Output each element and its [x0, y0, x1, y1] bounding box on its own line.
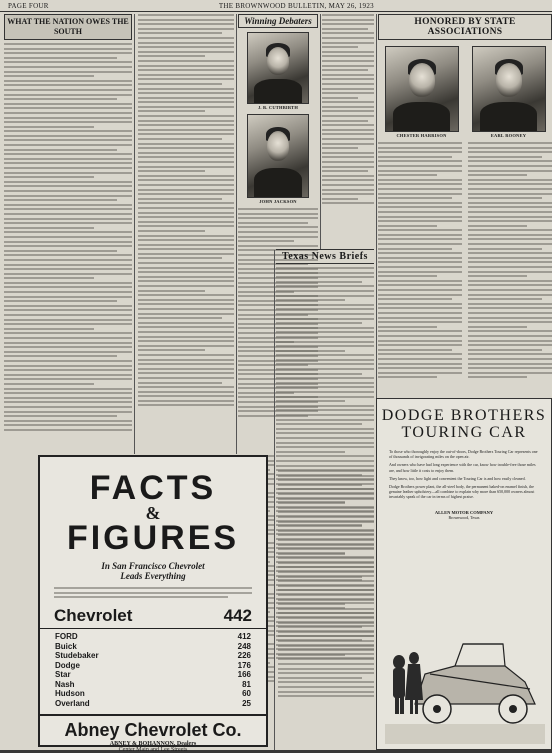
column-rule	[236, 14, 237, 454]
article-body-col2	[138, 14, 234, 406]
ad-dealer-name: Abney Chevrolet Co.	[40, 714, 266, 741]
column-4-upper	[322, 14, 374, 250]
ad-make-count: 81	[242, 679, 251, 689]
ad-make-count: 248	[237, 641, 251, 651]
ad-fine-print	[54, 587, 252, 598]
ad-make-count: 412	[237, 632, 251, 642]
ad-title-facts: FACTS	[89, 469, 217, 507]
ad-make-count: 25	[242, 698, 251, 708]
masthead	[0, 0, 552, 12]
ad-sales-row	[53, 661, 253, 671]
column-rule	[134, 14, 135, 454]
honored-photos	[378, 46, 552, 138]
caption-debater-1: J. B. CUTHBIRTH	[257, 105, 299, 110]
ad-make-name: Buick	[55, 641, 77, 651]
page-number: PAGE FOUR	[8, 1, 49, 10]
article-body-col1	[4, 43, 132, 431]
caption-debater-2: JOHN JACKSON	[259, 199, 297, 204]
honored-by-state-associations	[378, 14, 552, 381]
debater-photo-2	[247, 114, 309, 198]
column-rule	[320, 14, 321, 250]
column-2	[138, 14, 234, 454]
ad-make-name: Studebaker	[55, 651, 99, 661]
dodge-body-4: Dodge Brothers power plant, the all-steel body, the permanent baked-on enamel finish, the genuine leather upholstery—all combine to explain why more than 650,000 owners almost invariably speak of the car in terms of highest praise.	[389, 484, 535, 500]
dodge-body	[389, 449, 539, 500]
ad-title-figures: FIGURES	[66, 519, 240, 557]
ad-ampersand: &	[145, 503, 161, 523]
ad-sales-row	[53, 699, 253, 709]
ad-chevrolet-row	[40, 606, 266, 629]
ad-sales-row	[53, 680, 253, 690]
dodge-body-3: They know, too, how light and convenient the Touring Car is and how easily cleaned.	[389, 475, 526, 481]
ad-make-count: 60	[242, 689, 251, 699]
ad-make-name: Nash	[55, 679, 75, 689]
column-rule	[274, 250, 275, 750]
ad-make-count: 226	[237, 651, 251, 661]
dodge-dealer-address: Brownwood, Texas	[448, 514, 480, 520]
ad-sales-row	[53, 632, 253, 642]
caption-honoree-2: EARL ROONEY	[490, 133, 527, 138]
ad-sales-row	[53, 689, 253, 699]
ad-count-chevrolet: 442	[223, 606, 252, 626]
paper-title: THE BROWNWOOD BULLETIN, MAY 26, 1923	[218, 1, 374, 10]
honoree-photo-2	[472, 46, 546, 132]
honoree-1	[385, 46, 459, 138]
ad-subtitle-1: In San Francisco Chevrolet	[101, 561, 205, 571]
headline-texas-news-briefs: Texas News Briefs	[276, 249, 374, 264]
article-body-col4	[322, 14, 374, 204]
ad-make-chevrolet: Chevrolet	[54, 606, 133, 626]
ad-make-name: FORD	[55, 632, 78, 642]
ad-make-name: Star	[55, 670, 71, 680]
headline-nation-owes-south: WHAT THE NATION OWES THE SOUTH	[4, 14, 132, 40]
ad-make-name: Dodge	[55, 660, 80, 670]
dodge-title-2: TOURING CAR	[401, 424, 527, 441]
dodge-body-2: And owners who have had long experience with the car, know how trouble-free those miles are, and how little it costs to enjoy them.	[389, 462, 536, 473]
chevrolet-facts-figures-ad	[38, 455, 268, 753]
honoree-2	[472, 46, 546, 138]
ad-dealer-address: Center Main and Lee Streets	[118, 747, 188, 753]
headline-honored: HONORED BY STATE ASSOCIATIONS	[378, 14, 552, 40]
column-5-lower	[278, 470, 374, 750]
dodge-body-1: To those who thoroughly enjoy the out-of-doors, Dodge Brothers Touring Car represents one of thousands of invigorating miles on the open air.	[389, 449, 538, 460]
dodge-title-1: DODGE BROTHERS	[381, 407, 547, 424]
column-rule	[376, 14, 377, 398]
headline-winning-debaters: Winning Debaters	[238, 14, 318, 28]
caption-honoree-1: CHESTER HARRISON	[396, 133, 447, 138]
dodge-brothers-ad	[376, 398, 552, 750]
ad-dealer-owners: ABNEY & BOHANNON, Dealers	[109, 741, 197, 748]
dodge-dealer: ALLEN MOTOR COMPANY	[434, 509, 494, 515]
ad-make-name: Hudson	[55, 689, 85, 699]
ad-make-name: Overland	[55, 698, 90, 708]
ad-sales-row	[53, 642, 253, 652]
ad-sales-table	[53, 632, 253, 708]
ad-make-count: 166	[237, 670, 251, 680]
ad-make-count: 176	[237, 660, 251, 670]
touring-car-illustration	[385, 604, 545, 744]
debater-photo-1	[247, 32, 309, 104]
ad-sales-row	[53, 670, 253, 680]
honored-article	[378, 142, 552, 381]
honoree-photo-1	[385, 46, 459, 132]
column-1	[4, 14, 132, 454]
ad-sales-row	[53, 651, 253, 661]
ad-subtitle-2: Leads Everything	[120, 571, 186, 581]
